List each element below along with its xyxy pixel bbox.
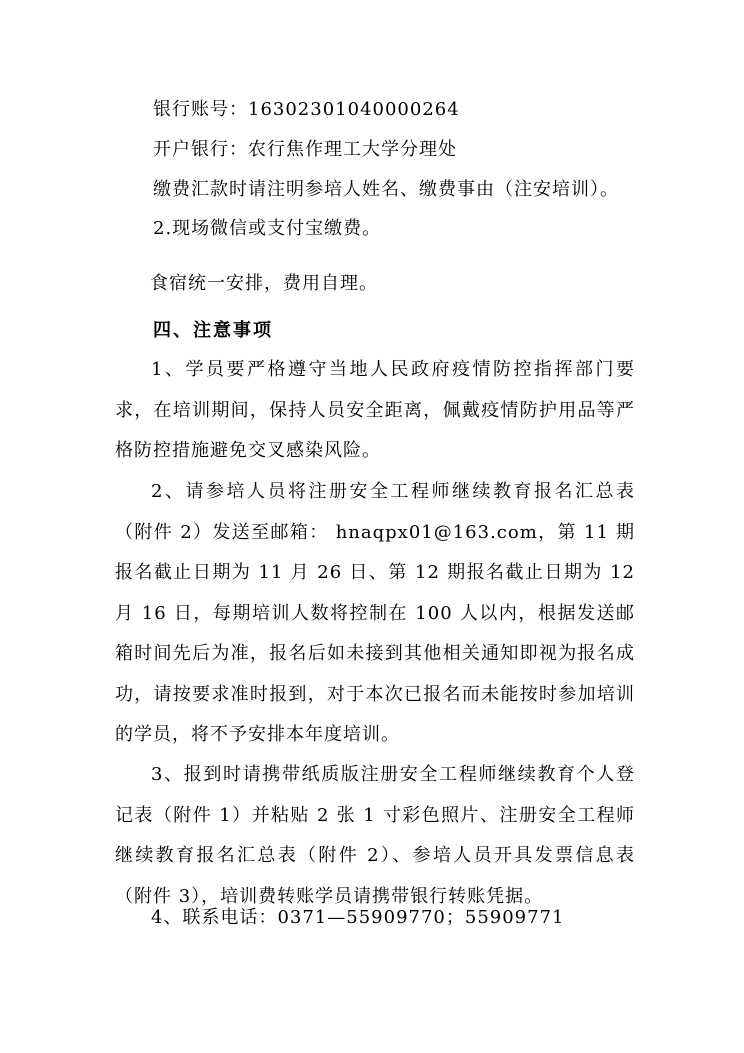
section-heading-notes: 四、注意事项 [153, 320, 273, 341]
notes-item-1: 1、学员要严格遵守当地人民政府疫情防控指挥部门要求，在培训期间，保持人员安全距离，佩戴疫情防护用品等严格防控措施避免交叉感染风险。 [115, 359, 635, 461]
payment-note-line: 缴费汇款时请注明参培人姓名、缴费事由（注安培训）。 [153, 179, 619, 200]
bank-name-line: 开户银行：农行焦作理工大学分理处 [153, 139, 457, 160]
bank-account-line: 银行账号：16302301040000264 [153, 99, 460, 120]
notes-item-3: 3、报到时请携带纸质版注册安全工程师继续教育个人登记表（附件 1）并粘贴 2 张 1 寸彩色照片、注册安全工程师继续教育报名汇总表（附件 2）、参培人员开具发票信息表（附件 3），培训费转账学员请携带银行转账凭据。 [115, 764, 635, 907]
onsite-payment-line: 2.现场微信或支付宝缴费。 [153, 218, 382, 239]
lodging-line: 食宿统一安排，费用自理。 [150, 273, 378, 294]
notes-item-2: 2、请参培人员将注册安全工程师继续教育报名汇总表（附件 2）发送至邮箱： hnaqpx01@163.com，第 11 期报名截止日期为 11 月 26 日、第 12 期报名截止日期为 12 月 16 日，每期培训人数将控制在 100 人以内，根据发送邮箱时间先后为准，报名后如未接到其他相关通知即视为报名成功，请按要求准时报到，对于本次已报名而未能按时参加培训的学员，将不予安排本年度培训。 [115, 481, 635, 745]
notes-item-4: 4、联系电话：0371—55909770；55909771 [151, 907, 565, 928]
